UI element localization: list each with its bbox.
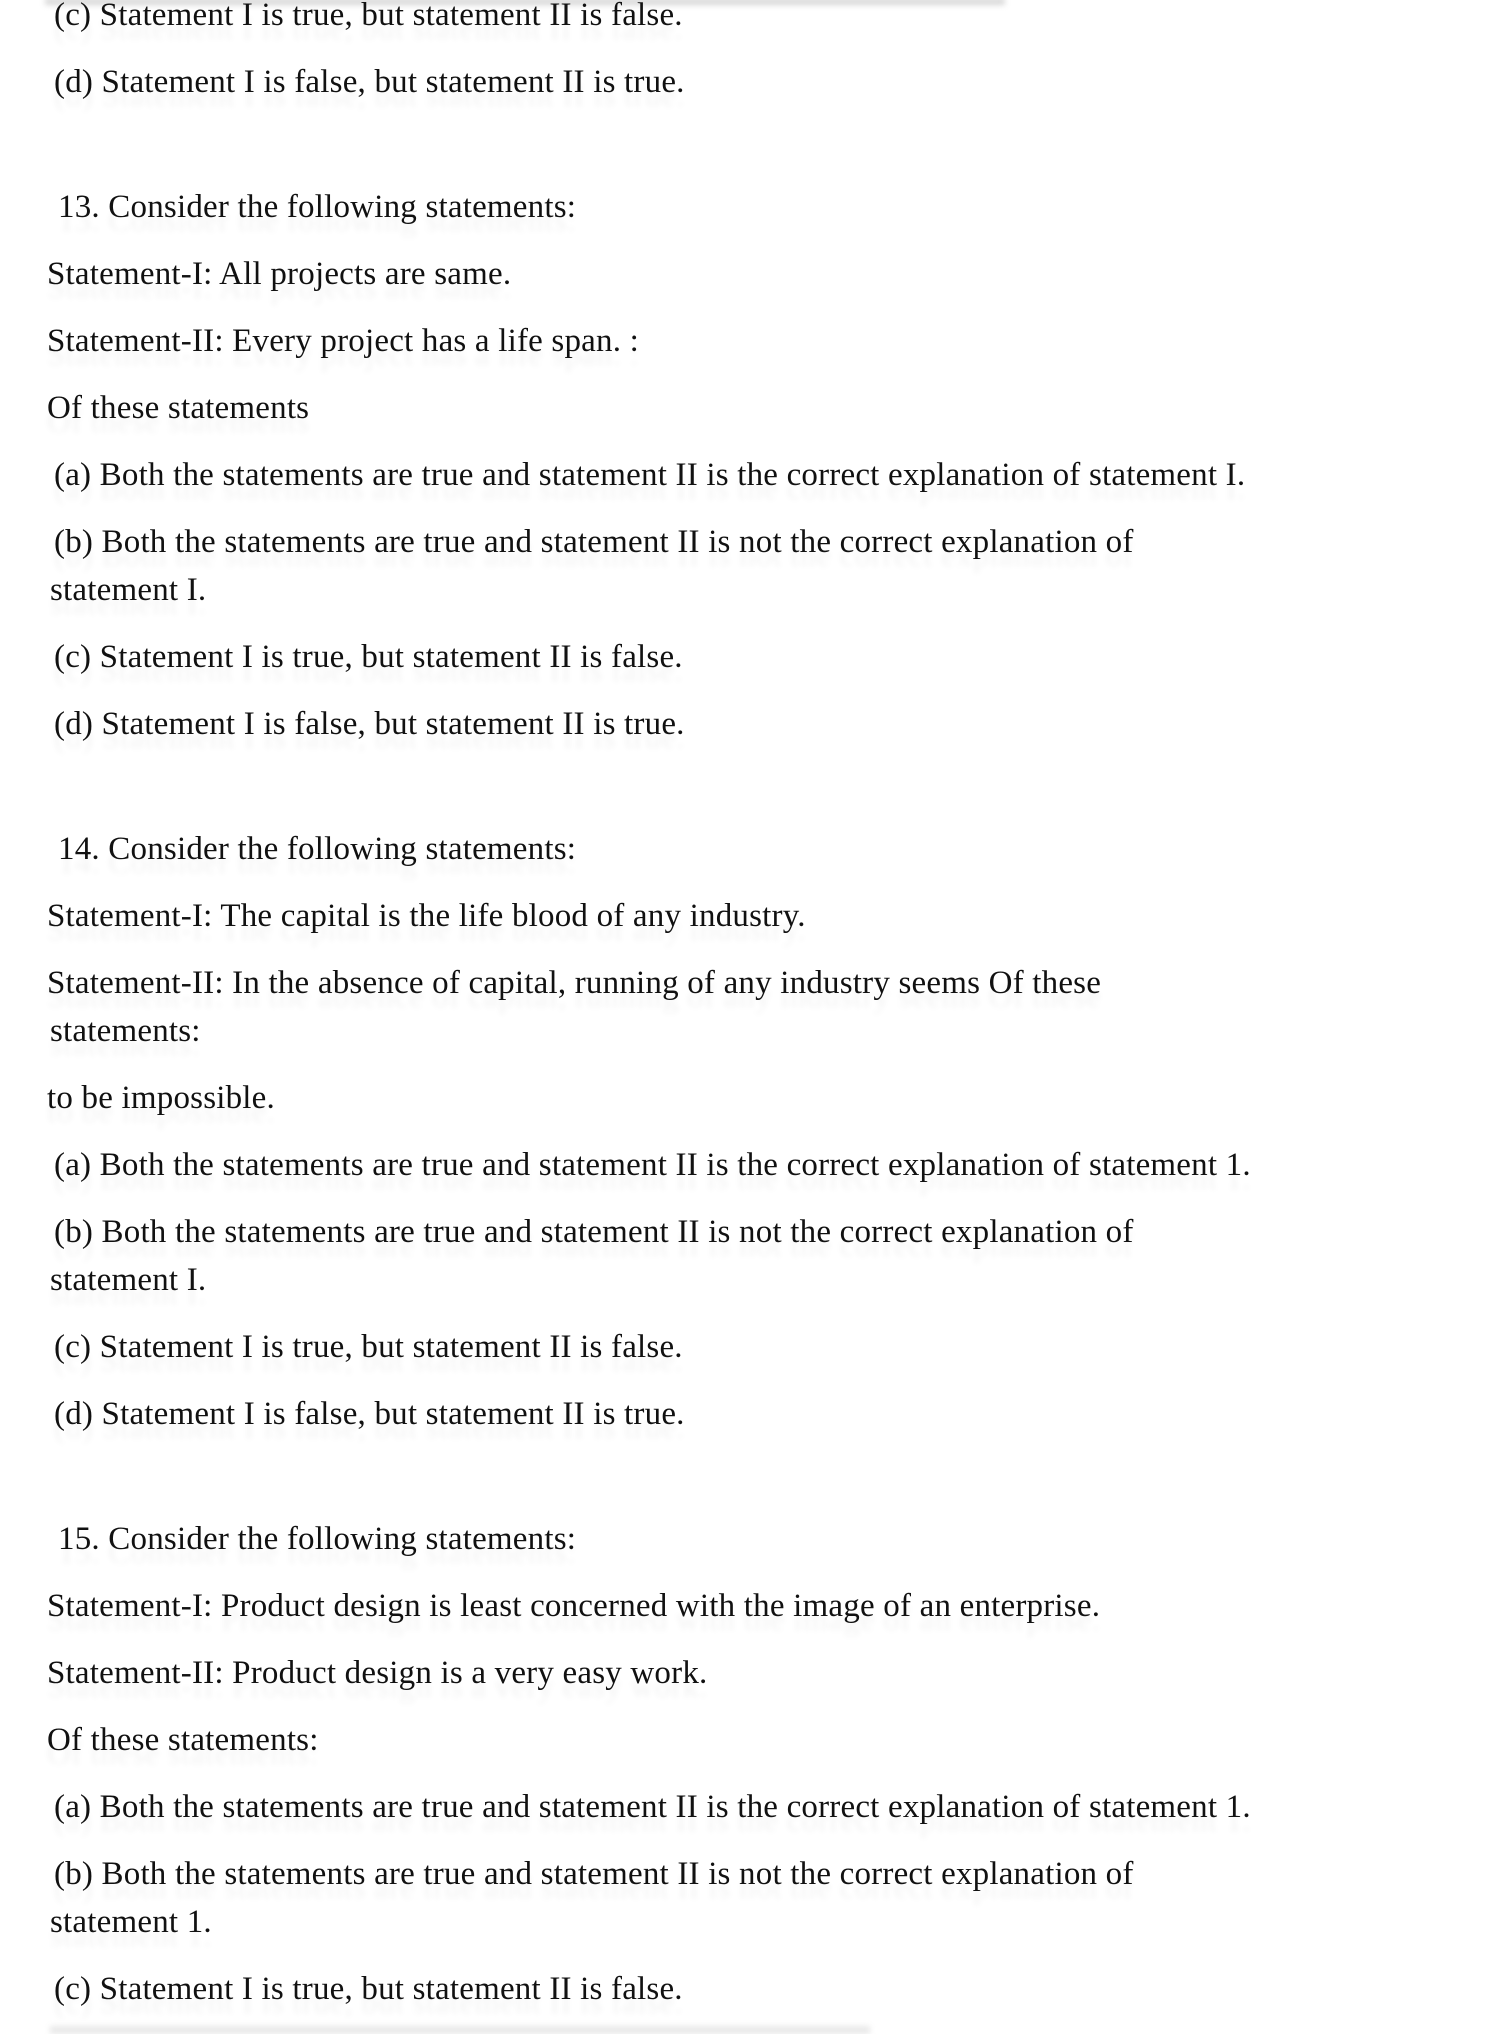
- q15-option-a: (a) Both the statements are true and statement II is the correct explanation of statement 1.: [54, 1789, 1251, 1825]
- q15-option-b: (b) Both the statements are true and statement II is not the correct explanation of: [54, 1856, 1134, 1892]
- q14-heading: 14. Consider the following statements:: [58, 831, 577, 867]
- q13-of-these-statements: Of these statements: [47, 390, 310, 426]
- q14-statement-2-tail: to be impossible.: [47, 1080, 275, 1116]
- q14-option-a: (a) Both the statements are true and statement II is the correct explanation of statement 1.: [54, 1147, 1251, 1183]
- q13-option-c: (c) Statement I is true, but statement II is false.: [54, 639, 683, 675]
- q15-option-c: (c) Statement I is true, but statement II is false.: [54, 1971, 683, 2007]
- q15-of-these-statements: Of these statements:: [47, 1722, 319, 1758]
- prev-question-option-c: (c) Statement I is true, but statement II is false.: [54, 0, 683, 33]
- q15-statement-2: Statement-II: Product design is a very easy work.: [47, 1655, 708, 1691]
- q15-option-b-cont: statement 1.: [50, 1904, 212, 1940]
- q13-option-b: (b) Both the statements are true and statement II is not the correct explanation of: [54, 524, 1134, 560]
- q15-statement-1: Statement-I: Product design is least concerned with the image of an enterprise.: [47, 1588, 1101, 1624]
- q13-statement-1: Statement-I: All projects are same.: [47, 256, 512, 292]
- q14-option-c: (c) Statement I is true, but statement II is false.: [54, 1329, 683, 1365]
- q13-heading: 13. Consider the following statements:: [58, 189, 577, 225]
- q14-option-b-cont: statement I.: [50, 1262, 207, 1298]
- q14-option-b: (b) Both the statements are true and statement II is not the correct explanation of: [54, 1214, 1134, 1250]
- q13-option-a: (a) Both the statements are true and statement II is the correct explanation of statement I.: [54, 457, 1246, 493]
- q14-statement-1: Statement-I: The capital is the life blood of any industry.: [47, 898, 806, 934]
- q14-option-d: (d) Statement I is false, but statement II is true.: [54, 1396, 685, 1432]
- q14-statement-2: Statement-II: In the absence of capital, running of any industry seems Of these: [47, 965, 1102, 1001]
- scan-artifact-bottom: [50, 2026, 870, 2034]
- q15-heading: 15. Consider the following statements:: [58, 1521, 577, 1557]
- q13-option-b-cont: statement I.: [50, 572, 207, 608]
- q14-statement-2-cont: statements:: [50, 1013, 201, 1049]
- prev-question-option-d: (d) Statement I is false, but statement II is true.: [54, 64, 685, 100]
- q13-statement-2: Statement-II: Every project has a life span. :: [47, 323, 639, 359]
- q13-option-d: (d) Statement I is false, but statement II is true.: [54, 706, 685, 742]
